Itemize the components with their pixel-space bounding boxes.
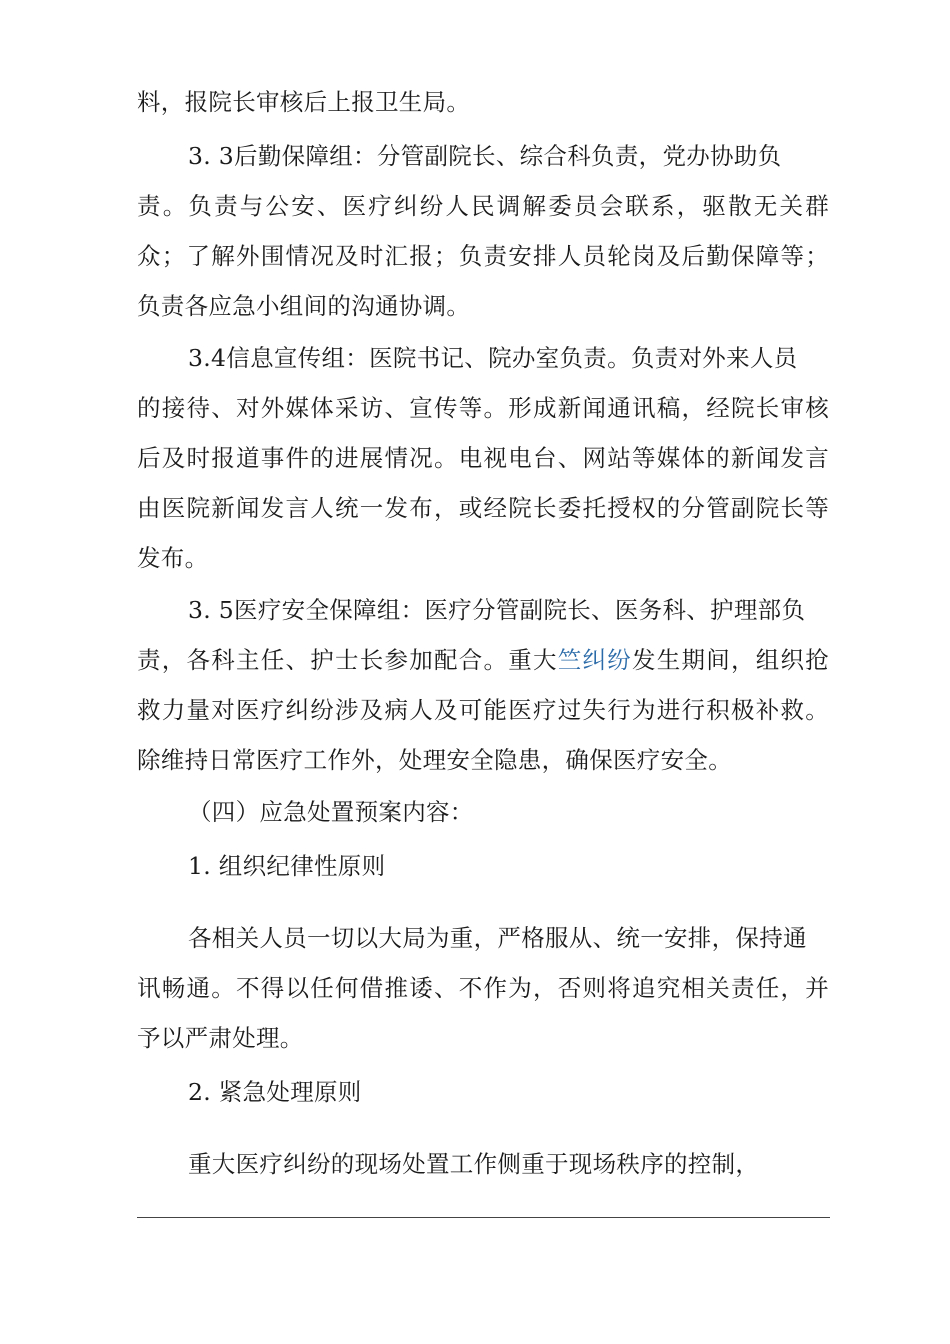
text-line: 予以严肃处理。 bbox=[137, 1024, 304, 1052]
text-line: 重大医疗纠纷的现场处置工作侧重于现场秩序的控制， bbox=[188, 1150, 760, 1178]
text-line: 众；了解外围情况及时汇报；负责安排人员轮岗及后勤保障等； bbox=[137, 242, 829, 270]
text-line-with-link bbox=[137, 644, 829, 676]
inline-link[interactable]: 竺纠纷 bbox=[557, 646, 632, 674]
text-segment: 发生期间，组织抢 bbox=[631, 646, 829, 674]
text-line: 各相关人员一切以大局为重，严格服从、统一安排，保持通 bbox=[188, 924, 807, 952]
text-line: 料，报院长审核后上报卫生局。 bbox=[137, 88, 471, 116]
text-line: 讯畅通。不得以任何借推诿、不作为，否则将追究相关责任，并 bbox=[137, 974, 829, 1002]
text-line: 的接待、对外媒体采访、宣传等。形成新闻通讯稿，经院长审核 bbox=[137, 394, 829, 422]
text-line: 除维持日常医疗工作外，处理安全隐患，确保医疗安全。 bbox=[137, 746, 732, 774]
text-line: 后及时报道事件的进展情况。电视电台、网站等媒体的新闻发言 bbox=[137, 444, 829, 472]
text-line: 由医院新闻发言人统一发布，或经院长委托授权的分管副院长等 bbox=[137, 494, 829, 522]
text-line: 发布。 bbox=[137, 544, 209, 572]
text-segment: 责，各科主任、护士长参加配合。重大 bbox=[137, 646, 558, 674]
list-heading-emergency: 2. 紧急处理原则 bbox=[188, 1078, 362, 1106]
section-heading-logistics: 3. 3后勤保障组：分管副院长、综合科负责，党办协助负 bbox=[188, 142, 782, 170]
section-heading-safety: 3. 5医疗安全保障组：医疗分管副院长、医务科、护理部负 bbox=[188, 596, 806, 624]
list-heading-discipline: 1. 组织纪律性原则 bbox=[188, 852, 386, 880]
text-line: 救力量对医疗纠纷涉及病人及可能医疗过失行为进行积极补救。 bbox=[137, 696, 829, 724]
text-line: 责。负责与公安、医疗纠纷人民调解委员会联系，驱散无关群 bbox=[137, 192, 829, 220]
section-heading-plan: （四）应急处置预案内容： bbox=[188, 798, 474, 826]
section-heading-publicity: 3.4信息宣传组：医院书记、院办室负责。负责对外来人员 bbox=[188, 344, 798, 372]
footer-divider bbox=[137, 1217, 830, 1218]
text-line: 负责各应急小组间的沟通协调。 bbox=[137, 292, 471, 320]
